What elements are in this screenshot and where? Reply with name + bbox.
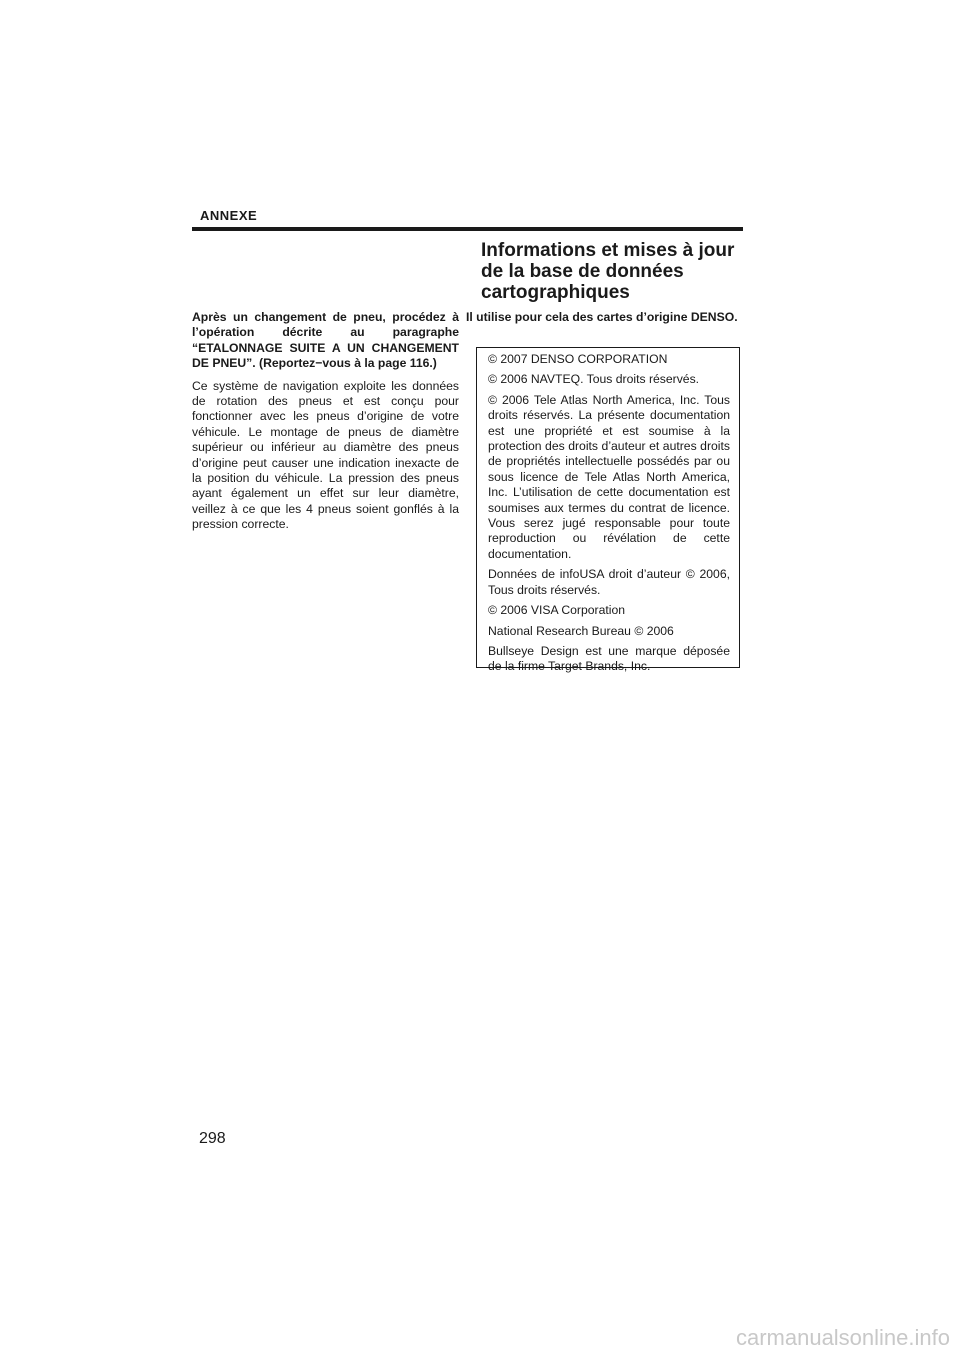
section-title: Informations et mises à jour de la base de données cartographiques: [481, 240, 735, 303]
left-column: [192, 310, 459, 540]
tire-info-paragraph: Ce système de navigation exploite les données de rotation des pneus et est conçu pour fonctionner avec les pneus d’origine de votre véhicule. Le montage de pneus de diamètre supérieur ou inférieur au diamètre des pneus d’origine peut causer une indication inexacte de la position du véhicule. La pression des pneus ayant également un effet sur leur diamètre, veillez à ce que les 4 pneus soient gonflés à la pression correcte.: [192, 378, 459, 532]
tire-change-note: Après un changement de pneu, procédez à l’opération décrite au paragraphe “ETALONNAGE SUITE A UN CHANGEMENT DE PNEU”. (Reportez−vous à la page 116.): [192, 310, 459, 371]
section-header-label: ANNEXE: [200, 208, 258, 223]
map-source-intro: Il utilise pour cela des cartes d’origine DENSO.: [466, 310, 738, 324]
copyright-box: [476, 347, 740, 674]
copyright-tele-atlas: © 2006 Tele Atlas North America, Inc. Tous droits réservés. La présente documentation est une propriété et est soumise à la protection des droits d’auteur et autres droits de propriétés intellectuelle possédés par ou sous licence de Tele Atlas North America, Inc. L’utilisation de cette documentation est soumises aux termes du contrat de licence. Vous serez jugé responsable pour toute reproduction ou révélation de cette documentation.: [488, 392, 730, 561]
copyright-denso: © 2007 DENSO CORPORATION: [488, 352, 668, 366]
copyright-infousa: Données de infoUSA droit d’auteur © 2006, Tous droits réservés.: [488, 567, 730, 597]
header-divider: [192, 227, 743, 231]
copyright-national-research-bureau: National Research Bureau © 2006: [488, 623, 674, 638]
copyright-visa: © 2006 VISA Corporation: [488, 603, 626, 618]
page-number: 298: [199, 1130, 226, 1147]
trademark-bullseye: Bullseye Design est une marque déposée de la firme Target Brands, Inc.: [488, 643, 730, 674]
watermark: carmanualsonline.info: [735, 1325, 950, 1350]
copyright-navteq: © 2006 NAVTEQ. Tous droits réservés.: [488, 372, 700, 387]
